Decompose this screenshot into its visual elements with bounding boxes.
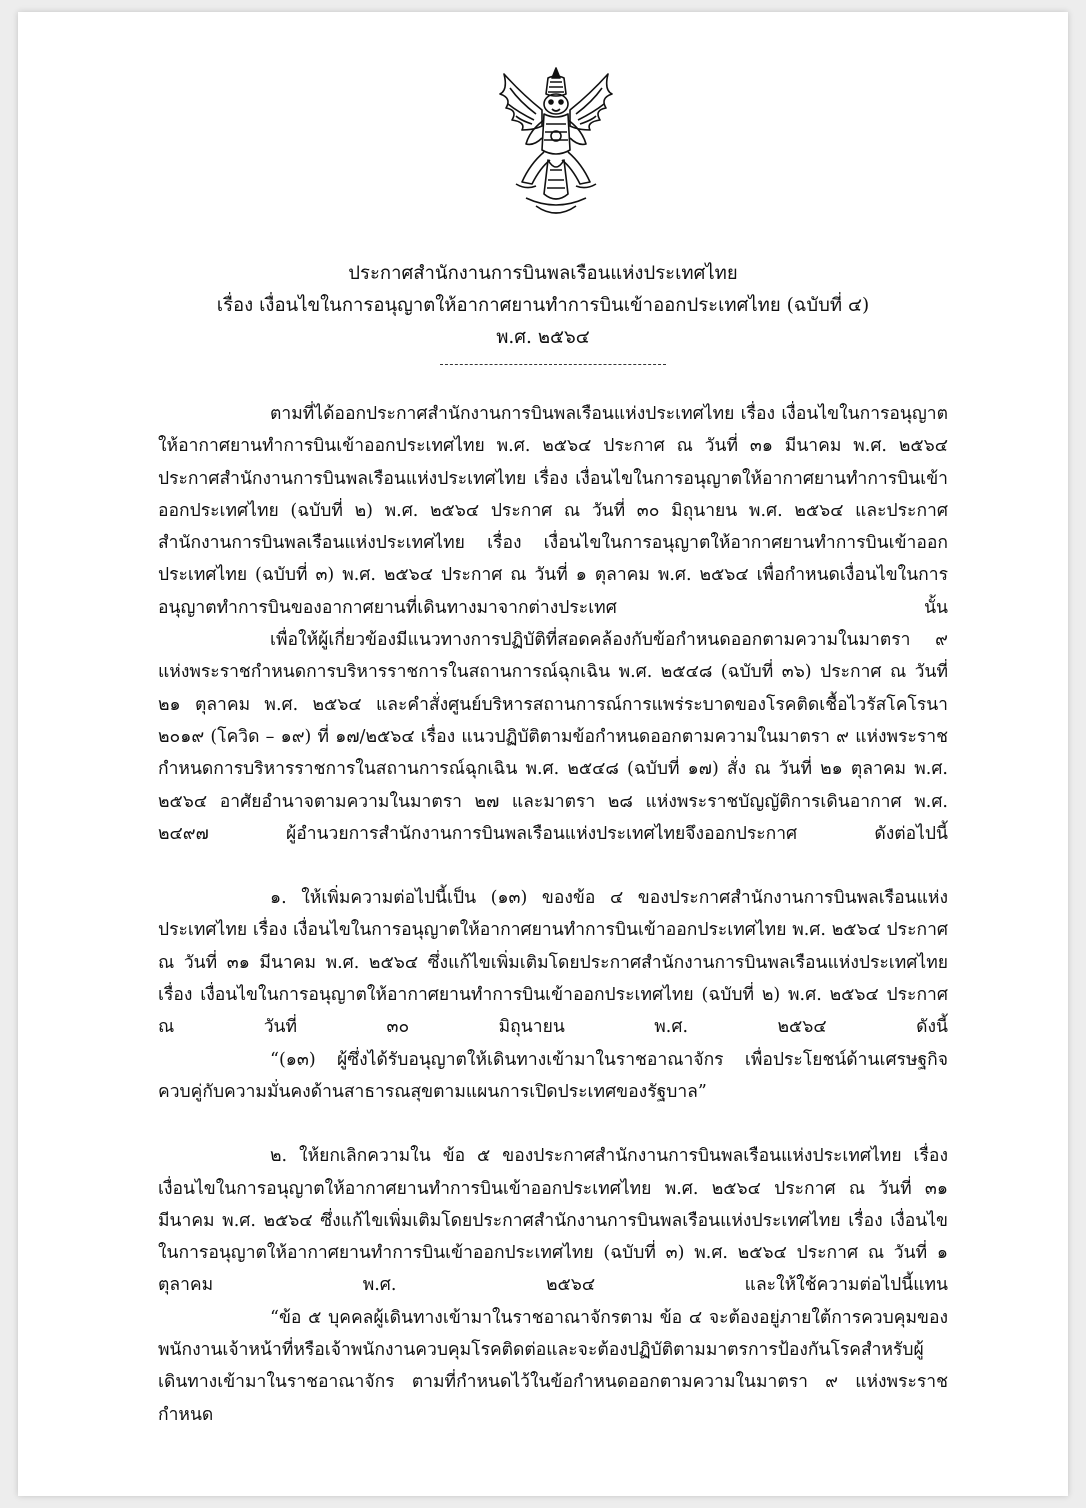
announcement-year: พ.ศ. ๒๕๖๔ [496, 327, 590, 348]
garuda-emblem-icon [486, 64, 626, 224]
announcement-header [18, 258, 1068, 354]
paragraph-clause-1: ๑. ให้เพิ่มความต่อไปนี้เป็น (๑๓) ของข้อ ๔ ของประกาศสำนักงานการบินพลเรือนแห่งประเทศไทย เรื่อง เงื่อนไขในการอนุญาตให้อากาศยานทำการบินเข้าออกประเทศไทย พ.ศ. ๒๕๖๔ ประกาศ ณ วันที่ ๓๑ มีนาคม พ.ศ. ๒๕๖๔ ซึ่งแก้ไขเพิ่มเติมโดยประกาศสำนักงานการบินพลเรือนแห่งประเทศไทย เรื่อง เงื่อนไขในการอนุญาตให้อากาศยานทำการบินเข้าออกประเทศไทย (ฉบับที่ ๒) พ.ศ. ๒๕๖๔ ประกาศ ณ วันที่ ๓๐ มิถุนายน พ.ศ. ๒๕๖๔ ดังนี้ [158, 888, 948, 1038]
paragraph-preamble: ตามที่ได้ออกประกาศสำนักงานการบินพลเรือนแห่งประเทศไทย เรื่อง เงื่อนไขในการอนุญาตให้อากาศยานทำการบินเข้าออกประเทศไทย พ.ศ. ๒๕๖๔ ประกาศ ณ วันที่ ๓๑ มีนาคม พ.ศ. ๒๕๖๔ ประกาศสำนักงานการบินพลเรือนแห่งประเทศไทย เรื่อง เงื่อนไขในการอนุญาตให้อากาศยานทำการบินเข้าออกประเทศไทย (ฉบับที่ ๒) พ.ศ. ๒๕๖๔ ประกาศ ณ วันที่ ๓๐ มิถุนายน พ.ศ. ๒๕๖๔ และประกาศสำนักงานการบินพลเรือนแห่งประเทศไทย เรื่อง เงื่อนไขในการอนุญาตให้อากาศยานทำการบินเข้าออกประเทศไทย (ฉบับที่ ๓) พ.ศ. ๒๕๖๔ ประกาศ ณ วันที่ ๑ ตุลาคม พ.ศ. ๒๕๖๔ เพื่อกำหนดเงื่อนไขในการอนุญาตทำการบินของอากาศยานที่เดินทางมาจากต่างประเทศ นั้น [158, 404, 948, 618]
announcement-title: ประกาศสำนักงานการบินพลเรือนแห่งประเทศไทย [348, 263, 738, 284]
quote-clause-13: “(๑๓) ผู้ซึ่งได้รับอนุญาตให้เดินทางเข้ามาในราชอาณาจักร เพื่อประโยชน์ด้านเศรษฐกิจควบคู่กับความมั่นคงด้านสาธารณสุขตามแผนการเปิดประเทศของรัฐบาล” [158, 1049, 948, 1102]
paragraph-clause-2: ๒. ให้ยกเลิกความใน ข้อ ๕ ของประกาศสำนักงานการบินพลเรือนแห่งประเทศไทย เรื่อง เงื่อนไขในการอนุญาตให้อากาศยานทำการบินเข้าออกประเทศไทย พ.ศ. ๒๕๖๔ ประกาศ ณ วันที่ ๓๑ มีนาคม พ.ศ. ๒๕๖๔ ซึ่งแก้ไขเพิ่มเติมโดยประกาศสำนักงานการบินพลเรือนแห่งประเทศไทย เรื่อง เงื่อนไขในการอนุญาตให้อากาศยานทำการบินเข้าออกประเทศไทย (ฉบับที่ ๓) พ.ศ. ๒๕๖๔ ประกาศ ณ วันที่ ๑ ตุลาคม พ.ศ. ๒๕๖๔ และให้ใช้ความต่อไปนี้แทน [158, 1146, 948, 1296]
header-divider [440, 364, 666, 365]
document-body [158, 398, 948, 1431]
quote-clause-5: “ข้อ ๕ บุคคลผู้เดินทางเข้ามาในราชอาณาจักรตาม ข้อ ๔ จะต้องอยู่ภายใต้การควบคุมของพนักงานเจ้าหน้าที่หรือเจ้าพนักงานควบคุมโรคติดต่อและจะต้องปฏิบัติตามมาตรการป้องกันโรคสำหรับผู้เดินทางเข้ามาในราชอาณาจักร ตามที่กำหนดไว้ในข้อกำหนดออกตามความในมาตรา ๙ แห่งพระราชกำหนด [158, 1307, 948, 1425]
paragraph-authority: เพื่อให้ผู้เกี่ยวข้องมีแนวทางการปฏิบัติที่สอดคล้องกับข้อกำหนดออกตามความในมาตรา ๙ แห่งพระราชกำหนดการบริหารราชการในสถานการณ์ฉุกเฉิน พ.ศ. ๒๕๔๘ (ฉบับที่ ๓๖) ประกาศ ณ วันที่ ๒๑ ตุลาคม พ.ศ. ๒๕๖๔ และคำสั่งศูนย์บริหารสถานการณ์การแพร่ระบาดของโรคติดเชื้อไวรัสโคโรนา ๒๐๑๙ (โควิด – ๑๙) ที่ ๑๗/๒๕๖๔ เรื่อง แนวปฏิบัติตามข้อกำหนดออกตามความในมาตรา ๙ แห่งพระราชกำหนดการบริหารราชการในสถานการณ์ฉุกเฉิน พ.ศ. ๒๕๔๘ (ฉบับที่ ๑๗) สั่ง ณ วันที่ ๒๑ ตุลาคม พ.ศ. ๒๕๖๔ อาศัยอำนาจตามความในมาตรา ๒๗ และมาตรา ๒๘ แห่งพระราชบัญญัติการเดินอากาศ พ.ศ. ๒๔๙๗ ผู้อำนวยการสำนักงานการบินพลเรือนแห่งประเทศไทยจึงออกประกาศ ดังต่อไปนี้ [158, 630, 948, 844]
announcement-subject: เรื่อง เงื่อนไขในการอนุญาตให้อากาศยานทำการบินเข้าออกประเทศไทย (ฉบับที่ ๔) [216, 295, 870, 316]
document-page [18, 12, 1068, 1496]
